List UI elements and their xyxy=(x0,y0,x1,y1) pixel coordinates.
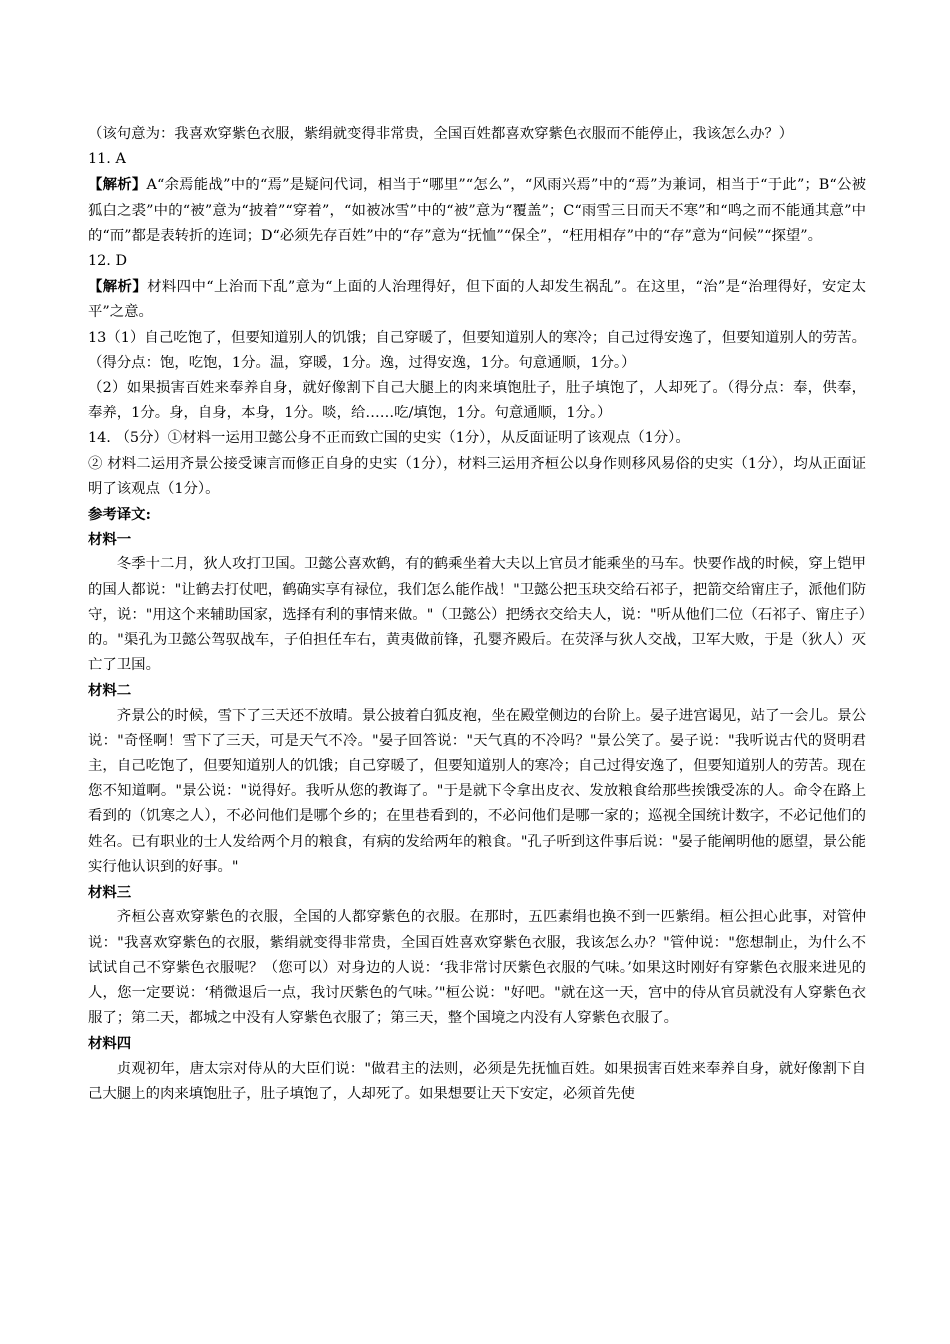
analysis-tag: 【解析】 xyxy=(88,176,147,194)
material-2-title: 材料二 xyxy=(88,682,132,700)
analysis-tag: 【解析】 xyxy=(88,278,148,296)
q12-answer: 12. D xyxy=(88,253,127,270)
q13-part1: 13（1）自己吃饱了，但要知道别人的饥饿；自己穿暖了，但要知道别人的寒冷；自己过得安逸了，但要知道别人的劳苦。（得分点：饱，吃饱，1分。温，穿暖，1分。逸，过得安逸，1分。句意通顺，1分。） xyxy=(88,329,866,371)
document-page xyxy=(88,122,866,1107)
q11-analysis xyxy=(88,172,866,249)
material-3-text: 齐桓公喜欢穿紫色的衣服，全国的人都穿紫色的衣服。在那时，五匹素绢也换不到一匹紫绢。桓公担心此事，对管仲说："我喜欢穿紫色的衣服，紫绢就变得非常贵，全国百姓喜欢穿紫色衣服，我该怎么办？"管仲说："您想制止，为什么不试试自己不穿紫色衣服呢？（您可以）对身边的人说：‘我非常讨厌紫色衣服的气味。’如果这时刚好有穿紫色衣服来进见的人，您一定要说：‘稍微退后一点，我讨厌紫色的气味。’"桓公说："好吧。"就在这一天，宫中的侍从官员就没有人穿紫色衣服了；第二天，都城之中没有人穿紫色衣服了；第三天，整个国境之内没有人穿紫色衣服了。 xyxy=(88,909,866,1027)
intro-translation: （该句意为：我喜欢穿紫色衣服，紫绢就变得非常贵，全国百姓都喜欢穿紫色衣服而不能停止，我该怎么办？） xyxy=(88,126,794,142)
q11-analysis-text: A“余焉能战”中的“焉”是疑问代词，相当于“哪里”“怎么”，“风雨兴焉”中的“焉”为兼词，相当于“于此”；B“公被狐白之裘”中的“被”意为“披着”“穿着”，“如被冰雪”中的“被”意为“覆盖”；C“雨雪三日而天不寒”和“鸣之而不能通其意”中的“而”都是表转折的连词；D“必须先存百姓”中的“存”意为“抚恤”“保全”，“枉用相存”中的“存”意为“问候”“探望”。 xyxy=(88,177,866,244)
q14-part1: 14. （5分）①材料一运用卫懿公身不正而致亡国的史实（1分），从反面证明了该观点（1分）。 xyxy=(88,430,690,447)
translation-heading: 参考译文: xyxy=(88,506,151,524)
q11-answer: 11. A xyxy=(88,151,126,168)
q12-analysis xyxy=(88,274,866,325)
material-1-title: 材料一 xyxy=(88,531,132,549)
q13-part2: （2）如果损害百姓来奉养自身，就好像割下自己大腿上的肉来填饱肚子，肚子填饱了，人却死了。（得分点：奉，供奉，奉养，1分。身，自身，本身，1分。啖，给……吃/填饱，1分。句意通顺，1分。） xyxy=(88,380,866,422)
material-2-text: 齐景公的时候，雪下了三天还不放晴。景公披着白狐皮袍，坐在殿堂侧边的台阶上。晏子进宫谒见，站了一会儿。景公说："奇怪啊！雪下了三天，可是天气不冷。"晏子回答说："天气真的不冷吗？"景公笑了。晏子说："我听说古代的贤明君主，自己吃饱了，但要知道别人的饥饿；自己穿暖了，但要知道别人的寒冷；自己过得安逸了，但要知道别人的劳苦。现在您不知道啊。"景公说："说得好。我听从您的教诲了。"于是就下令拿出皮衣、发放粮食给那些挨饿受冻的人。命令在路上看到的（饥寒之人），不必问他们是哪个乡的；在里巷看到的，不必问他们是哪一家的；巡视全国统计数字，不必记他们的姓名。已有职业的士人发给两个月的粮食，有病的发给两年的粮食。"孔子听到这件事后说："晏子能阐明他的愿望，景公能实行他认识到的好事。" xyxy=(88,707,866,875)
q12-analysis-text: 材料四中“上治而下乱”意为“上面的人治理得好，但下面的人却发生祸乱”。在这里，“治”是“治理得好，安定太平”之意。 xyxy=(88,279,866,321)
material-1-text: 冬季十二月，狄人攻打卫国。卫懿公喜欢鹤，有的鹤乘坐着大夫以上官员才能乘坐的马车。快要作战的时候，穿上铠甲的国人都说："让鹤去打仗吧，鹤确实享有禄位，我们怎么能作战！"卫懿公把玉玦交给石祁子，把箭交给甯庄子，派他们防守，说："用这个来辅助国家，选择有利的事情来做。"（卫懿公）把绣衣交给夫人，说："听从他们二位（石祁子、甯庄子）的。"渠孔为卫懿公驾驭战车，子伯担任车右，黄夷做前锋，孔婴齐殿后。在荧泽与狄人交战，卫军大败，于是（狄人）灭亡了卫国。 xyxy=(88,556,866,674)
q14-part2: ② 材料二运用齐景公接受谏言而修正自身的史实（1分），材料三运用齐桓公以身作则移风易俗的史实（1分），均从正面证明了该观点（1分）。 xyxy=(88,455,866,497)
material-4-title: 材料四 xyxy=(88,1035,132,1053)
material-3-title: 材料三 xyxy=(88,884,132,902)
material-4-text: 贞观初年，唐太宗对侍从的大臣们说："做君主的法则，必须是先抚恤百姓。如果损害百姓来奉养自身，就好像割下自己大腿上的肉来填饱肚子，肚子填饱了，人却死了。如果想要让天下安定，必须首先使 xyxy=(88,1060,866,1102)
